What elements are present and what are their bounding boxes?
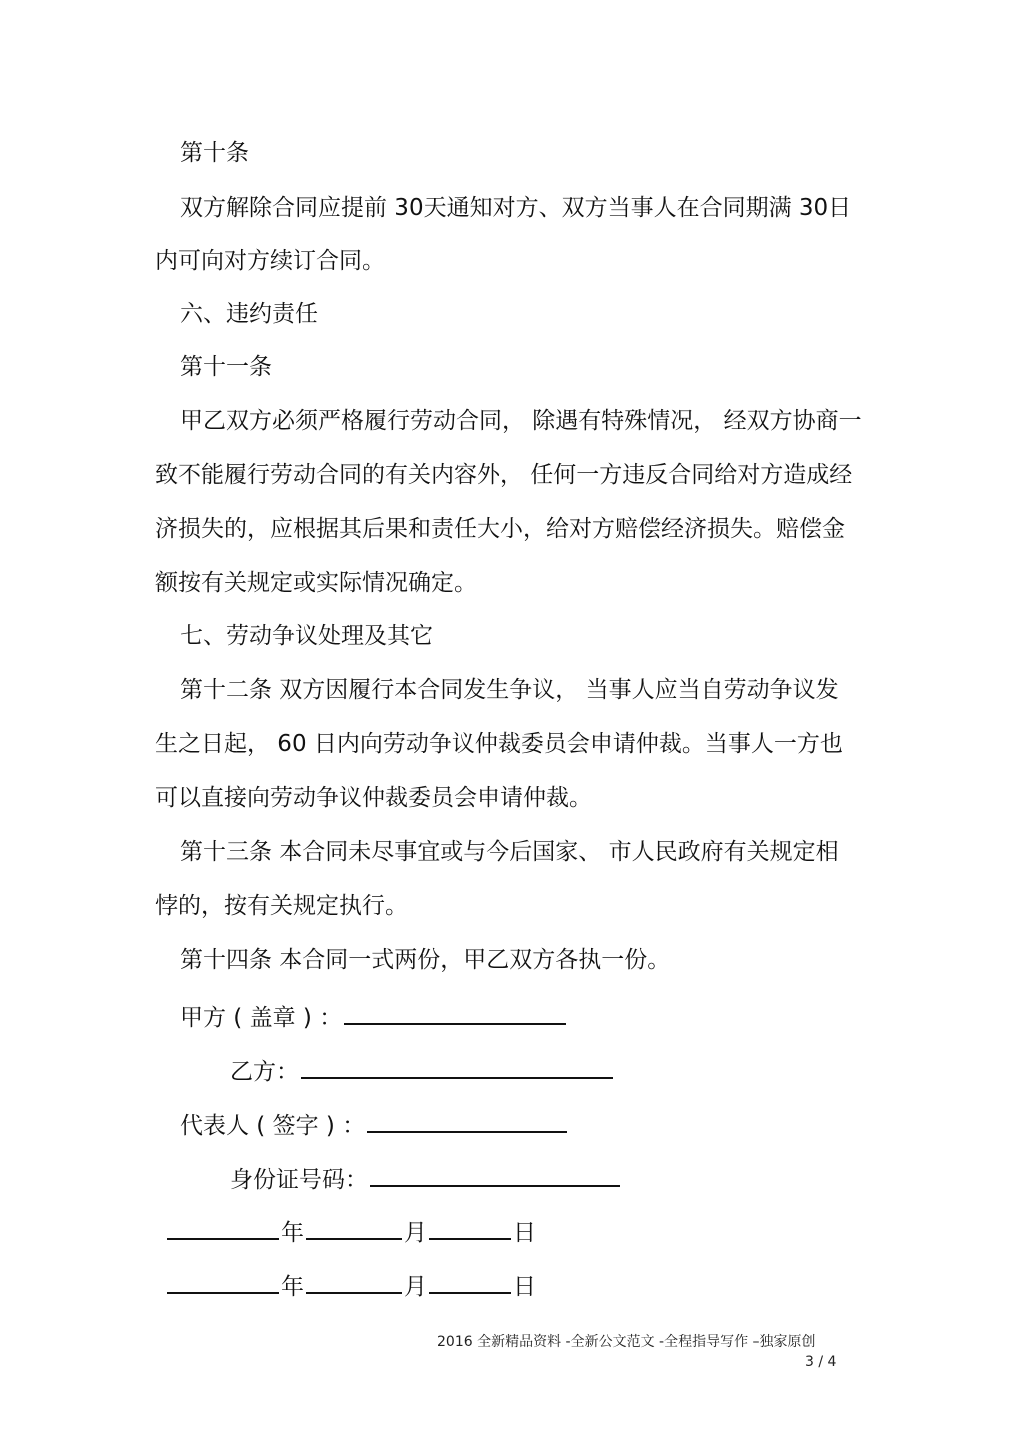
date-row-1	[165, 1214, 536, 1248]
party-a-blank-line	[344, 999, 566, 1025]
month-blank-line	[306, 1268, 402, 1294]
date-row-2	[165, 1268, 536, 1302]
party-a-label: 甲方 ( 盖章 ) ：	[180, 1005, 343, 1031]
day-blank-line	[429, 1268, 511, 1294]
representative-blank-line	[367, 1107, 567, 1133]
section-6-heading: 六、违约责任	[180, 301, 318, 327]
year-label: 年	[281, 1274, 304, 1300]
id-number-label: 身份证号码：	[230, 1167, 368, 1193]
section-7-heading: 七、劳动争议处理及其它	[180, 623, 433, 649]
year-label: 年	[281, 1220, 304, 1246]
body-text-line: 济损失的，应根据其后果和责任大小，给对方赔偿经济损失。赔偿金	[155, 516, 845, 542]
representative-row	[180, 1107, 569, 1141]
day-label: 日	[513, 1220, 536, 1246]
party-b-label: 乙方：	[230, 1059, 299, 1085]
body-text-line: 双方解除合同应提前 30天通知对方、双方当事人在合同期满 30日	[180, 195, 852, 221]
party-b-row	[230, 1053, 615, 1087]
body-text-line: 第十二条 双方因履行本合同发生争议， 当事人应当自劳动争议发	[180, 677, 839, 703]
month-label: 月	[404, 1274, 427, 1300]
body-text-line: 甲乙双方必须严格履行劳动合同， 除遇有特殊情况， 经双方协商一	[180, 408, 862, 434]
article-14-line: 第十四条 本合同一式两份，甲乙双方各执一份。	[180, 947, 671, 973]
body-text-line: 内可向对方续订合同。	[155, 248, 385, 274]
body-text-line: 生之日起， 60 日内向劳动争议仲裁委员会申请仲裁。当事人一方也	[155, 731, 843, 757]
year-blank-line	[167, 1268, 279, 1294]
body-text-line: 第十三条 本合同未尽事宜或与今后国家、 市人民政府有关规定相	[180, 839, 839, 865]
party-b-blank-line	[301, 1053, 613, 1079]
representative-label: 代表人 ( 签字 ) ：	[180, 1113, 366, 1139]
id-number-blank-line	[370, 1161, 620, 1187]
party-a-seal-row	[180, 999, 568, 1033]
footer-text: 2016 全新精品资料 -全新公文范文 -全程指导写作 –独家原创	[437, 1334, 816, 1350]
article-11-heading: 第十一条	[180, 354, 272, 380]
article-10-heading: 第十条	[180, 140, 249, 166]
page-number: 3 / 4	[805, 1354, 837, 1370]
body-text-line: 可以直接向劳动争议仲裁委员会申请仲裁。	[155, 785, 592, 811]
body-text-line: 额按有关规定或实际情况确定。	[155, 570, 477, 596]
body-text-line: 致不能履行劳动合同的有关内容外， 任何一方违反合同给对方造成经	[155, 462, 853, 488]
year-blank-line	[167, 1214, 279, 1240]
id-number-row	[230, 1161, 622, 1195]
month-label: 月	[404, 1220, 427, 1246]
day-label: 日	[513, 1274, 536, 1300]
month-blank-line	[306, 1214, 402, 1240]
body-text-line: 悖的，按有关规定执行。	[155, 893, 408, 919]
day-blank-line	[429, 1214, 511, 1240]
